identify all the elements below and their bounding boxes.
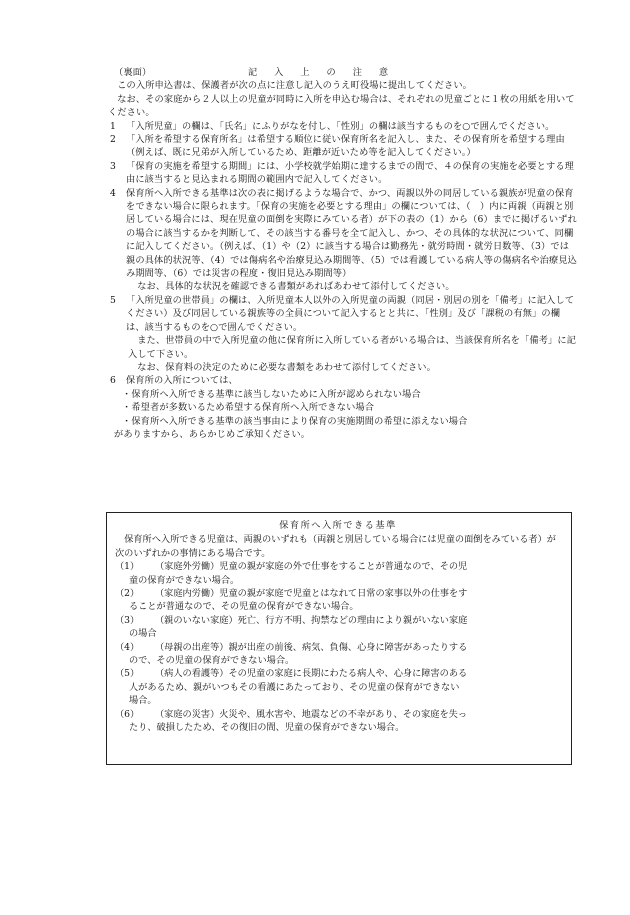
note-text: 「保育の実施を希望する期間」には、小学校就学始期に達するまでの間で、４の保育の実施を必要とする理由に該当すると見込まれる期間の範囲内で記入してください。 [126, 160, 575, 186]
criteria-text: （母親の出産等）親が出産の前後、病気、負傷、心身に障害があったりする [155, 641, 468, 653]
criteria-text: （病人の看護等）その児童の家庭に長期にわたる病人や、心身に障害のある [155, 668, 468, 680]
note-6-bullet-1: ・保育所へ入所できる基準に該当しないために入所が認められない場合 [122, 388, 421, 400]
criteria-number: （4） [115, 641, 140, 653]
note-item-4 [108, 187, 578, 281]
note-4-extra: なお、具体的な状況を確認できる書類があればあわせて添付してください。 [137, 281, 455, 293]
criteria-text-cont: 童の保育ができない場合。 [129, 574, 240, 586]
notes-header [108, 66, 578, 79]
notes-section [108, 66, 578, 441]
criteria-text: （親のいない家庭）死亡、行方不明、拘禁などの理由により親がいない家庭 [155, 614, 468, 626]
criteria-text-cont: ので、その児童の保育ができない場合。 [129, 655, 295, 667]
criteria-text-cont: たり、破損したため、その復旧の間、児童の保育ができない場合。 [129, 722, 405, 734]
criteria-text-cont: ることが普通なので、その児童の保育ができない場合。 [129, 601, 359, 613]
note-text: 「入所を希望する保育所名」は希望する順位に従い保育所名を記入し、また、その保育所を希望する理由（例えば、既に兄弟が入所しているため、距離が近いため等を記入してください。） [126, 134, 565, 159]
note-number: 1 [110, 120, 116, 132]
note-text: 保育所の入所については、 [126, 375, 238, 387]
criteria-intro: 保育所へ入所できる児童は、両親のいずれも（両親と別居している場合には児童の面倒をみている者）が次のいずれかの事情にある場合です。 [115, 534, 556, 559]
note-number: 3 [110, 160, 116, 172]
criteria-item-3 [115, 614, 561, 627]
criteria-item-1 [115, 560, 561, 573]
criteria-number: （1） [115, 561, 140, 573]
note-5-extra: また、世帯員の中で入所児童の他に保育所に入所している者がいる場合は、当該保育所名を「備考」に記入して下さい。 [128, 335, 577, 360]
criteria-item-2 [115, 587, 561, 600]
note-number: 6 [110, 375, 116, 387]
intro-line-2: なお、その家庭から２人以上の児童が同時に入所を申込む場合は、それぞれの児童ごとに１枚の用紙を用いてください。 [108, 93, 575, 119]
note-item-3 [108, 160, 578, 187]
criteria-text: （家庭の災害）火災や、風水害や、地震などの不幸があり、その家庭を失っ [155, 708, 468, 720]
note-number: 5 [110, 294, 116, 306]
note-5-extra-2: なお、保育料の決定のために必要な書類をあわせて添付してください。 [137, 361, 436, 373]
criteria-number: （2） [115, 588, 140, 600]
note-item-5 [108, 294, 578, 334]
note-item-6 [108, 374, 578, 387]
note-text: 「入所児童の世帯員」の欄は、入所児童本人以外の入所児童の両親（同居・別居の別を「備考」に記入してください）及び同居している親族等の全員について記入するとと共に、「性別」及び「課税の有無」の欄は、該当するものを○で囲んでください。 [126, 294, 575, 333]
criteria-text-cont-2: 場合。 [129, 695, 157, 707]
note-text: 「入所児童」の欄は、「氏名」にふりがなを付し、「性別」の欄は該当するものを○で囲んでください。 [126, 120, 555, 132]
criteria-number: （5） [115, 668, 140, 680]
criteria-text-cont: 人があるため、親がいつもその看護にあたっており、その児童の保育ができない [129, 681, 460, 693]
criteria-item-6 [115, 708, 561, 721]
side-label: （裏面） [114, 67, 152, 78]
page-title: 記入上の注意 [248, 67, 406, 78]
criteria-text: （家庭内労働）児童の親が家庭で児童とはなれて日常の家事以外の仕事をす [155, 588, 468, 600]
criteria-item-5 [115, 667, 561, 680]
note-text: 保育所へ入所できる基準は次の表に掲げるような場合で、かつ、両親以外の同居している親族が児童の保育をできない場合に限られます。「保育の実施を必要とする理由」の欄については、（ ）内に両親（両親と別居している場合には、現在児童の面倒を実際にみている者）が下の表の（1）から（6）までに掲げるいずれの場合に該当するかを判断して、その該当する番号を全て記入し、かつ、その具体的な状況について、同欄に記入してください。（例えば、（1）や（2）に該当する場合は勤務先・就労時間・就労日数等、（3）では親の具体的状況等、（4）では傷病名や治療見込み期間等、（5）では看護している病人等の傷病名や治療見込み期間等、（6）では災害の程度・復旧見込み期間等） [126, 187, 577, 280]
criteria-item-4 [115, 641, 561, 654]
criteria-number: （6） [115, 708, 140, 720]
intro-line-1: この入所申込書は、保護者が次の点に注意し記入のうえ町役場に提出してください。 [117, 80, 473, 92]
criteria-text-cont: の場合 [129, 628, 157, 640]
note-number: 4 [110, 187, 116, 199]
criteria-title: 保育所へ入所できる基準 [279, 520, 397, 531]
note-number: 2 [110, 134, 116, 146]
note-6-bullet-3: ・保育所へ入所できる基準の該当事由により保育の実施期間の希望に添えない場合 [122, 415, 468, 427]
note-6-bullet-2: ・希望者が多数いるため希望する保育所へ入所できない場合 [122, 402, 375, 414]
note-item-1 [108, 120, 578, 133]
criteria-text: （家庭外労働）児童の親が家庭の外で仕事をすることが普通なので、その児 [155, 561, 468, 573]
criteria-box [106, 512, 572, 765]
criteria-number: （3） [115, 614, 140, 626]
note-6-closing: がありますから、あらかじめご承知ください。 [114, 428, 311, 440]
note-item-2 [108, 133, 578, 160]
